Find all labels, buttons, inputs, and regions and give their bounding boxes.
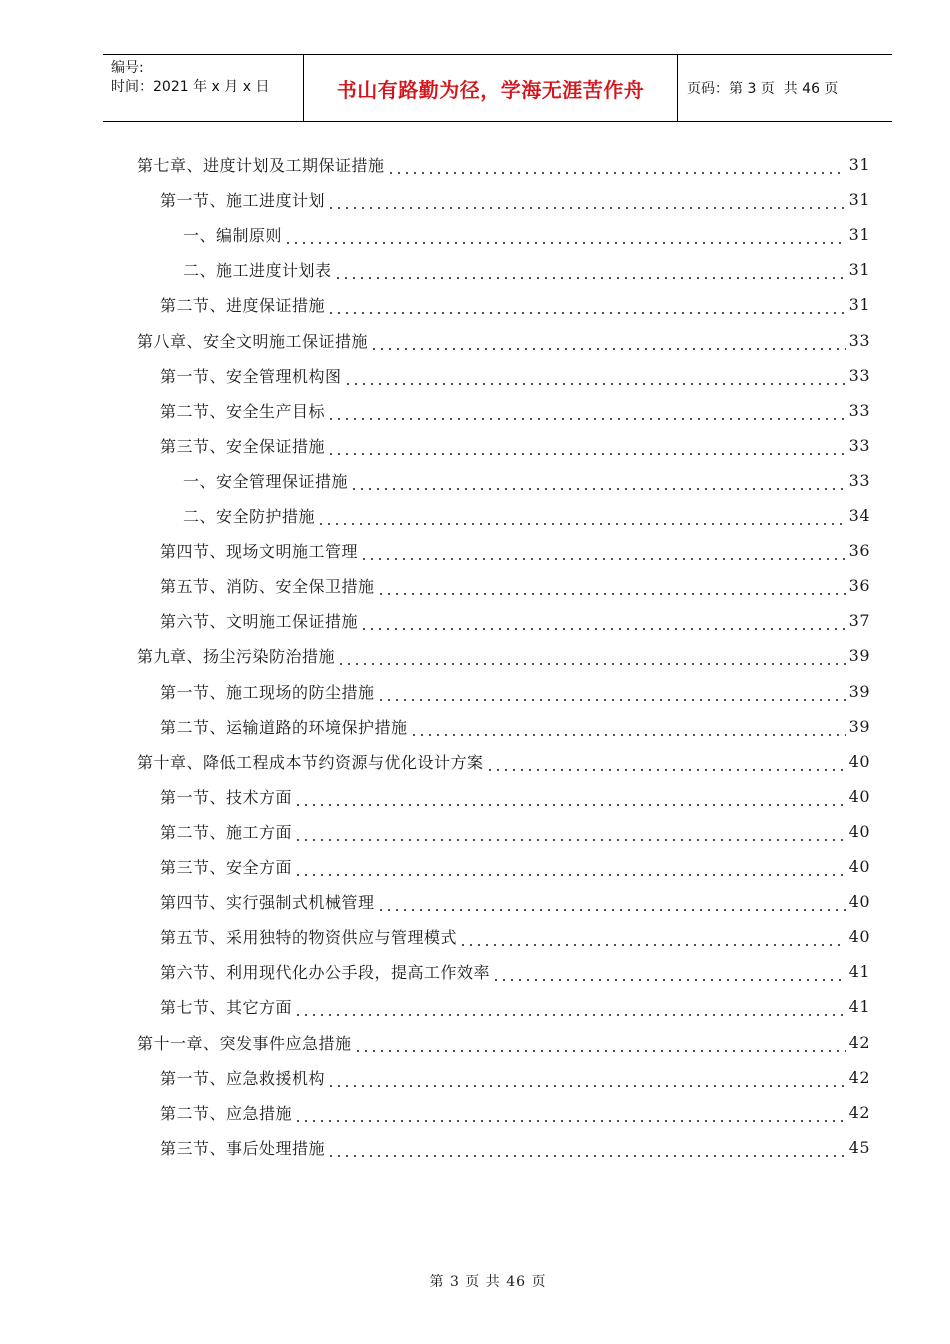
header-page-info-cell: [678, 55, 892, 121]
document-date: 时间：2021 年 x 月 x 日: [111, 79, 270, 95]
toc-dot-leader: [492, 954, 846, 989]
toc-entry-title: 第九章、扬尘污染防治措施: [137, 647, 336, 667]
toc-entry-title: 第一节、施工现场的防尘措施: [160, 682, 375, 702]
toc-entry[interactable]: [160, 709, 870, 744]
toc-dot-leader: [317, 498, 846, 533]
toc-entry-title: 第七章、进度计划及工期保证措施: [137, 156, 385, 175]
toc-entry-page-number: 40: [848, 892, 870, 912]
toc-entry-page-number: 42: [848, 1032, 870, 1052]
toc-dot-leader: [337, 638, 846, 673]
toc-dot-leader: [294, 779, 846, 814]
header-motto: 书山有路勤为径，学海无涯苦作舟: [336, 77, 645, 102]
toc-entry-page-number: 34: [848, 506, 870, 525]
toc-entry[interactable]: [160, 989, 870, 1024]
toc-entry[interactable]: [160, 1130, 870, 1165]
toc-entry-title: 第一节、施工进度计划: [160, 191, 326, 211]
toc-entry[interactable]: [183, 498, 870, 533]
toc-dot-leader: [350, 463, 846, 498]
page-header: [103, 54, 892, 122]
toc-entry[interactable]: [160, 393, 870, 428]
toc-entry-title: 第十一章、突发事件应急措施: [137, 1033, 352, 1053]
toc-dot-leader: [294, 814, 846, 849]
toc-dot-leader: [360, 603, 846, 638]
toc-entry-page-number: 36: [848, 541, 870, 561]
toc-entry[interactable]: [160, 603, 870, 638]
toc-entry-title: 第一节、应急救援机构: [160, 1068, 326, 1088]
toc-entry-page-number: 40: [848, 786, 870, 806]
toc-dot-leader: [327, 1060, 846, 1095]
toc-dot-leader: [294, 849, 846, 884]
toc-entry-page-number: 39: [848, 681, 870, 701]
toc-entry-page-number: 33: [848, 365, 870, 385]
page-footer: 第 3 页 共 46 页: [429, 1274, 547, 1290]
toc-entry[interactable]: [137, 147, 870, 182]
toc-entry-page-number: 40: [848, 857, 870, 876]
toc-entry[interactable]: [137, 638, 870, 673]
toc-entry-page-number: 31: [848, 295, 870, 315]
toc-entry[interactable]: [160, 358, 870, 393]
toc-entry[interactable]: [160, 919, 870, 954]
toc-entry-page-number: 40: [848, 927, 870, 947]
toc-dot-leader: [486, 744, 846, 779]
toc-entry-title: 第六节、利用现代化办公手段，提高工作效率: [160, 963, 491, 983]
toc-entry-page-number: 37: [848, 611, 870, 631]
toc-entry-page-number: 31: [848, 260, 870, 280]
header-page-info: 页码：第 3 页 共 46 页: [687, 81, 839, 97]
toc-entry-title: 第八章、安全文明施工保证措施: [137, 331, 369, 351]
toc-dot-leader: [327, 393, 846, 428]
toc-entry[interactable]: [160, 182, 870, 217]
toc-entry-page-number: 33: [848, 330, 870, 350]
toc-dot-leader: [284, 217, 846, 252]
toc-entry-page-number: 45: [848, 1137, 870, 1157]
header-meta: [103, 55, 304, 121]
toc-entry-title: 第二节、应急措施: [160, 1103, 293, 1123]
toc-entry-page-number: 39: [848, 716, 870, 736]
toc-entry-title: 二、施工进度计划表: [183, 261, 332, 281]
toc-dot-leader: [377, 568, 846, 603]
toc-entry[interactable]: [160, 674, 870, 709]
toc-dot-leader: [377, 884, 846, 919]
toc-entry-page-number: 42: [848, 1102, 870, 1122]
toc-dot-leader: [327, 182, 846, 217]
toc-dot-leader: [327, 287, 846, 322]
toc-dot-leader: [344, 358, 846, 393]
toc-entry[interactable]: [160, 779, 870, 814]
toc-entry[interactable]: [160, 849, 870, 884]
toc-entry-page-number: 40: [848, 821, 870, 841]
toc-entry-page-number: 39: [848, 646, 870, 666]
toc-entry-title: 一、编制原则: [183, 226, 283, 246]
toc-entry[interactable]: [137, 744, 870, 779]
toc-entry-page-number: 40: [848, 751, 870, 771]
toc-entry-page-number: 31: [848, 225, 870, 245]
toc-entry-page-number: 31: [848, 190, 870, 210]
toc-entry-page-number: 31: [848, 155, 870, 174]
toc-entry[interactable]: [160, 954, 870, 989]
toc-entry[interactable]: [160, 533, 870, 568]
toc-dot-leader: [370, 323, 846, 358]
toc-entry[interactable]: [160, 1095, 870, 1130]
toc-entry-title: 第三节、安全方面: [160, 858, 293, 877]
toc-entry-title: 第二节、施工方面: [160, 822, 293, 842]
toc-entry[interactable]: [183, 217, 870, 252]
toc-entry[interactable]: [160, 1060, 870, 1095]
toc-entry[interactable]: [160, 287, 870, 322]
toc-dot-leader: [327, 428, 846, 463]
toc-entry-title: 第二节、安全生产目标: [160, 401, 326, 421]
toc-dot-leader: [334, 252, 846, 287]
toc-dot-leader: [360, 533, 846, 568]
toc-entry-page-number: 33: [848, 400, 870, 420]
toc-entry-title: 第十章、降低工程成本节约资源与优化设计方案: [137, 752, 484, 772]
toc-entry[interactable]: [183, 463, 870, 498]
toc-entry-title: 第三节、安全保证措施: [160, 436, 326, 456]
toc-entry[interactable]: [137, 323, 870, 358]
toc-entry-title: 第四节、实行强制式机械管理: [160, 893, 375, 913]
toc-entry-page-number: 42: [848, 1067, 870, 1087]
toc-entry-page-number: 33: [848, 470, 870, 490]
toc-dot-leader: [294, 989, 846, 1024]
toc-entry-title: 第七节、其它方面: [160, 998, 293, 1018]
toc-entry-title: 二、安全防护措施: [183, 507, 316, 526]
header-motto-cell: [304, 55, 678, 121]
toc-entry-title: 第四节、现场文明施工管理: [160, 542, 359, 562]
toc-entry-title: 第五节、消防、安全保卫措施: [160, 577, 375, 597]
toc-dot-leader: [327, 1130, 846, 1165]
toc-entry-title: 第二节、进度保证措施: [160, 296, 326, 316]
toc-entry-title: 第六节、文明施工保证措施: [160, 612, 359, 632]
toc-entry[interactable]: [183, 252, 870, 287]
toc-dot-leader: [354, 1025, 846, 1060]
toc-dot-leader: [387, 147, 846, 182]
document-number-label: 编号:: [111, 60, 144, 76]
toc-entry-page-number: 36: [848, 576, 870, 596]
toc-entry[interactable]: [137, 1025, 870, 1060]
toc-dot-leader: [410, 709, 846, 744]
toc-dot-leader: [377, 674, 846, 709]
toc-entry-title: 第一节、安全管理机构图: [160, 366, 342, 386]
toc-entry-title: 第三节、事后处理措施: [160, 1138, 326, 1158]
toc-entry-title: 第五节、采用独特的物资供应与管理模式: [160, 928, 458, 948]
toc-entry-page-number: 41: [848, 997, 870, 1017]
toc-entry-title: 一、安全管理保证措施: [183, 471, 349, 491]
toc-entry-page-number: 41: [848, 962, 870, 982]
toc-entry-page-number: 33: [848, 435, 870, 455]
toc-entry[interactable]: [160, 428, 870, 463]
toc-entry[interactable]: [160, 814, 870, 849]
toc-entry[interactable]: [160, 568, 870, 603]
toc-dot-leader: [459, 919, 846, 954]
toc-entry[interactable]: [160, 884, 870, 919]
toc-entry-title: 第一节、技术方面: [160, 787, 293, 807]
toc-dot-leader: [294, 1095, 846, 1130]
toc-entry-title: 第二节、运输道路的环境保护措施: [160, 717, 408, 737]
